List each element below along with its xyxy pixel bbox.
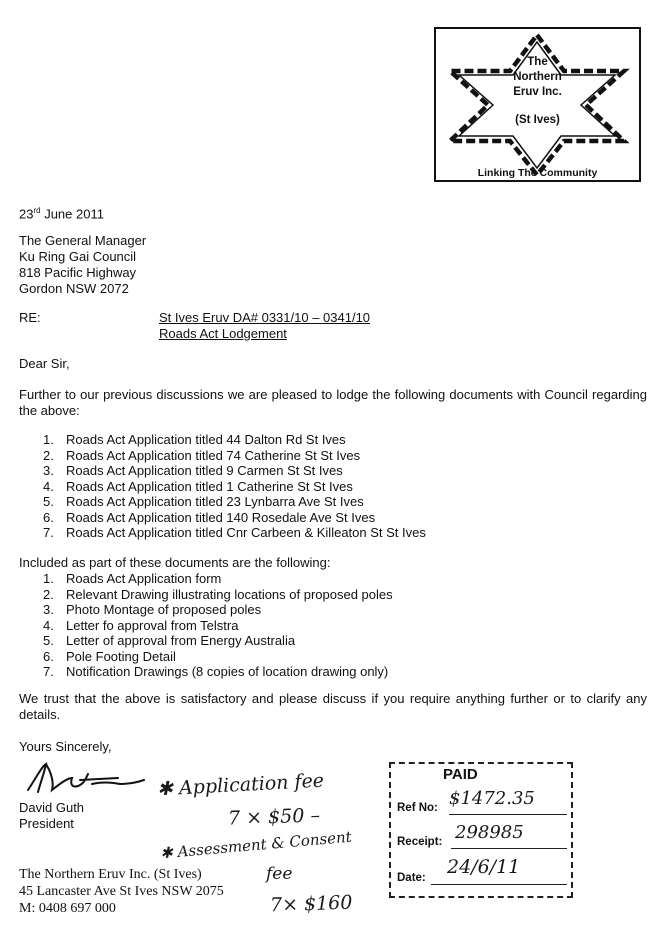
stamp-title: PAID — [443, 766, 478, 783]
stamp-date-label: Date: — [397, 872, 426, 884]
organisation-logo — [434, 27, 641, 182]
roads-act-application-list — [19, 432, 426, 541]
recipient-line: Ku Ring Gai Council — [19, 249, 137, 264]
list-item-text: Photo Montage of proposed poles — [66, 602, 262, 617]
list-item-number: 6. — [43, 509, 54, 525]
list-item — [19, 463, 426, 479]
handwritten-assessment-fee: ✱ Assessment & Consent — [159, 827, 353, 863]
stamp-ref-underline — [449, 814, 567, 815]
stamp-receipt-value: 298985 — [455, 822, 524, 843]
signer-title: President — [19, 816, 74, 831]
handwritten-assessment-fee-2: fee — [266, 864, 293, 884]
list-item-text: Relevant Drawing illustrating locations of proposed poles — [66, 586, 393, 602]
signature-icon — [22, 760, 152, 800]
list-item-number: 3. — [43, 602, 54, 617]
list-item — [19, 602, 393, 618]
list-item — [19, 432, 426, 448]
list-item-number: 7. — [43, 664, 54, 679]
logo-line-4: (St Ives) — [515, 114, 560, 126]
logo-tagline: Linking The Community — [477, 167, 598, 179]
stamp-date-underline — [431, 884, 567, 885]
list-item-number: 1. — [43, 432, 54, 447]
list-item — [19, 479, 426, 495]
handwritten-application-calc: 7 × $50 – — [227, 804, 321, 830]
list-item-text: Roads Act Application titled 9 Carmen St St Ives — [66, 463, 343, 478]
list-item — [19, 510, 426, 526]
list-item-text: Roads Act Application titled 1 Catherine St St Ives — [66, 478, 353, 494]
star-chain-icon — [436, 29, 639, 180]
list-item-number: 5. — [43, 494, 54, 509]
logo-line-2: Northern — [513, 71, 562, 83]
list-item-number: 7. — [43, 525, 54, 540]
list-item-text: Roads Act Application titled 44 Dalton Rd St Ives — [66, 432, 346, 447]
footer-line: M: 0408 697 000 — [19, 901, 116, 916]
list-item-number: 2. — [43, 586, 54, 602]
list-item-text: Roads Act Application titled 23 Lynbarra Ave St Ives — [66, 494, 364, 509]
list-item-text: Letter fo approval from Telstra — [66, 617, 239, 633]
list-item-number: 6. — [43, 648, 54, 664]
date-rest: June 2011 — [40, 206, 104, 222]
handwritten-assessment-calc: 7× $160 — [269, 891, 353, 917]
list-item-text: Pole Footing Detail — [66, 648, 176, 664]
recipient-address — [19, 233, 146, 297]
recipient-line: Gordon NSW 2072 — [19, 281, 129, 296]
list-item-number: 5. — [43, 633, 54, 648]
handwritten-application-fee: ✱ Application fee — [156, 769, 325, 801]
stamp-ref-value: $1472.35 — [449, 788, 535, 809]
included-heading: Included as part of these documents are the following: — [19, 555, 331, 570]
list-item — [19, 587, 393, 603]
list-item — [19, 494, 426, 510]
stamp-ref-label: Ref No: — [397, 802, 438, 814]
list-item-number: 4. — [43, 617, 54, 633]
signoff: Yours Sincerely, — [19, 739, 112, 754]
included-documents-list — [19, 571, 393, 680]
list-item-text: Roads Act Application titled 140 Rosedale Ave St Ives — [66, 509, 376, 525]
organisation-footer — [19, 866, 224, 917]
recipient-line: The General Manager — [19, 233, 147, 248]
list-item-number: 3. — [43, 463, 54, 478]
list-item — [19, 649, 393, 665]
list-item-number: 1. — [43, 571, 54, 586]
list-item — [19, 633, 393, 649]
paid-stamp — [389, 762, 573, 898]
footer-line: The Northern Eruv Inc. (St Ives) — [19, 867, 202, 882]
date-day: 23 — [19, 206, 34, 222]
signer-name: David Guth — [19, 800, 85, 815]
re-subject-line-2: Roads Act Lodgement — [159, 326, 287, 341]
list-item — [19, 525, 426, 541]
list-item-text: Roads Act Application form — [66, 571, 222, 586]
re-subject-line-1: St Ives Eruv DA# 0331/10 – 0341/10 — [159, 310, 371, 325]
list-item-text: Notification Drawings (8 copies of location drawing only) — [66, 664, 389, 679]
letter-date — [19, 203, 104, 222]
re-subject — [159, 310, 370, 342]
footer-line: 45 Lancaster Ave St Ives NSW 2075 — [19, 884, 224, 899]
recipient-line: 818 Pacific Highway — [19, 265, 137, 280]
re-label: RE: — [19, 310, 41, 325]
list-item — [19, 618, 393, 634]
logo-line-3: Eruv Inc. — [513, 86, 562, 98]
logo-line-1: The — [527, 56, 548, 68]
stamp-receipt-underline — [451, 848, 567, 849]
intro-paragraph: Further to our previous discussions we are pleased to lodge the following documents with Council regarding the above: — [19, 387, 647, 418]
list-item-number: 2. — [43, 447, 54, 463]
salutation: Dear Sir, — [19, 356, 70, 371]
closing-paragraph: We trust that the above is satisfactory and please discuss if you require anything further or to clarify any details. — [19, 691, 647, 722]
list-item — [19, 664, 393, 680]
list-item — [19, 571, 393, 587]
list-item-number: 4. — [43, 478, 54, 494]
stamp-receipt-label: Receipt: — [397, 836, 443, 848]
list-item-text: Roads Act Application titled 74 Catherine St St Ives — [66, 447, 361, 463]
list-item-text: Letter of approval from Energy Australia — [66, 633, 296, 648]
list-item — [19, 448, 426, 464]
stamp-date-value: 24/6/11 — [447, 856, 521, 878]
list-item-text: Roads Act Application titled Cnr Carbeen & Killeaton St St Ives — [66, 525, 426, 540]
date-suffix: rd — [33, 206, 41, 215]
